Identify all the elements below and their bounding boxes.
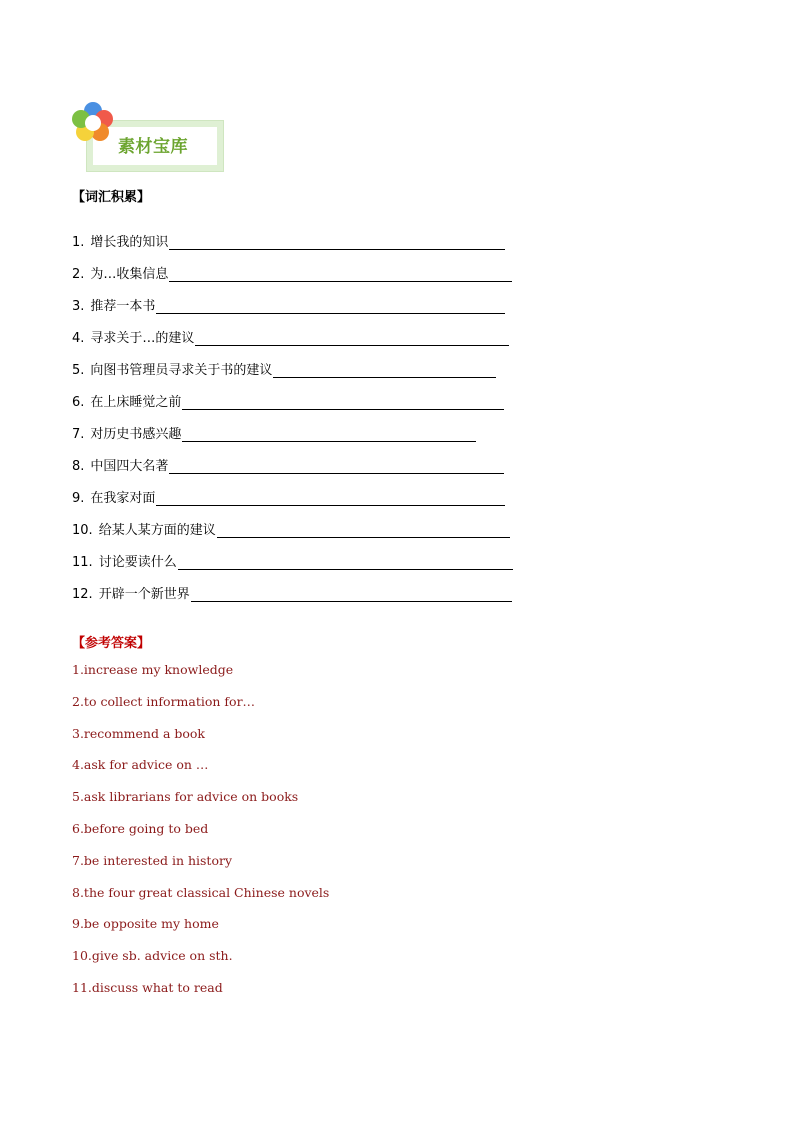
- answer-item: 10.give sb. advice on sth.: [72, 948, 233, 964]
- answer-list: [72, 662, 329, 1012]
- answers-heading: 【参考答案】: [72, 636, 151, 651]
- answer-blank[interactable]: [217, 523, 510, 538]
- vocab-item: 2. 为…收集信息: [72, 250, 513, 282]
- vocab-item: 6. 在上床睡觉之前: [72, 378, 513, 410]
- answer-blank[interactable]: [156, 299, 505, 314]
- vocab-item: 3. 推荐一本书: [72, 282, 513, 314]
- vocab-heading: 【词汇积累】: [72, 190, 151, 205]
- vocab-item: 11. 讨论要读什么: [72, 538, 513, 570]
- vocab-item: 7. 对历史书感兴趣: [72, 410, 513, 442]
- vocab-item: 4. 寻求关于…的建议: [72, 314, 513, 346]
- answer-item: 5.ask librarians for advice on books: [72, 789, 299, 805]
- answer-blank[interactable]: [182, 427, 476, 442]
- vocab-item: 12. 开辟一个新世界: [72, 570, 513, 602]
- answer-item: 8.the four great classical Chinese novels: [72, 884, 330, 900]
- answer-blank[interactable]: [195, 331, 509, 346]
- answer-item: 4.ask for advice on …: [72, 757, 209, 773]
- answer-blank[interactable]: [273, 363, 496, 378]
- answer-item: 2.to collect information for…: [72, 693, 256, 709]
- answer-item: 6.before going to bed: [72, 820, 209, 836]
- vocab-item: 9. 在我家对面: [72, 474, 513, 506]
- answer-blank[interactable]: [169, 235, 505, 250]
- answer-blank[interactable]: [178, 555, 513, 570]
- vocab-item: 1. 增长我的知识: [72, 218, 513, 250]
- answer-blank[interactable]: [156, 491, 505, 506]
- answer-item: 3.recommend a book: [72, 725, 206, 741]
- answer-item: 1.increase my knowledge: [72, 662, 234, 677]
- answer-blank[interactable]: [182, 395, 504, 410]
- vocab-item: 5. 向图书管理员寻求关于书的建议: [72, 346, 513, 378]
- vocab-item: 10. 给某人某方面的建议: [72, 506, 513, 538]
- answer-blank[interactable]: [191, 587, 512, 602]
- flower-logo-icon: [71, 101, 115, 145]
- answer-item: 11.discuss what to read: [72, 979, 223, 995]
- answer-item: 7.be interested in history: [72, 852, 233, 868]
- badge-title: 素材宝库: [118, 137, 188, 157]
- answer-item: 9.be opposite my home: [72, 916, 219, 932]
- answer-blank[interactable]: [169, 459, 504, 474]
- vocab-item: 8. 中国四大名著: [72, 442, 513, 474]
- vocab-list: [72, 218, 513, 602]
- answer-blank[interactable]: [169, 267, 512, 282]
